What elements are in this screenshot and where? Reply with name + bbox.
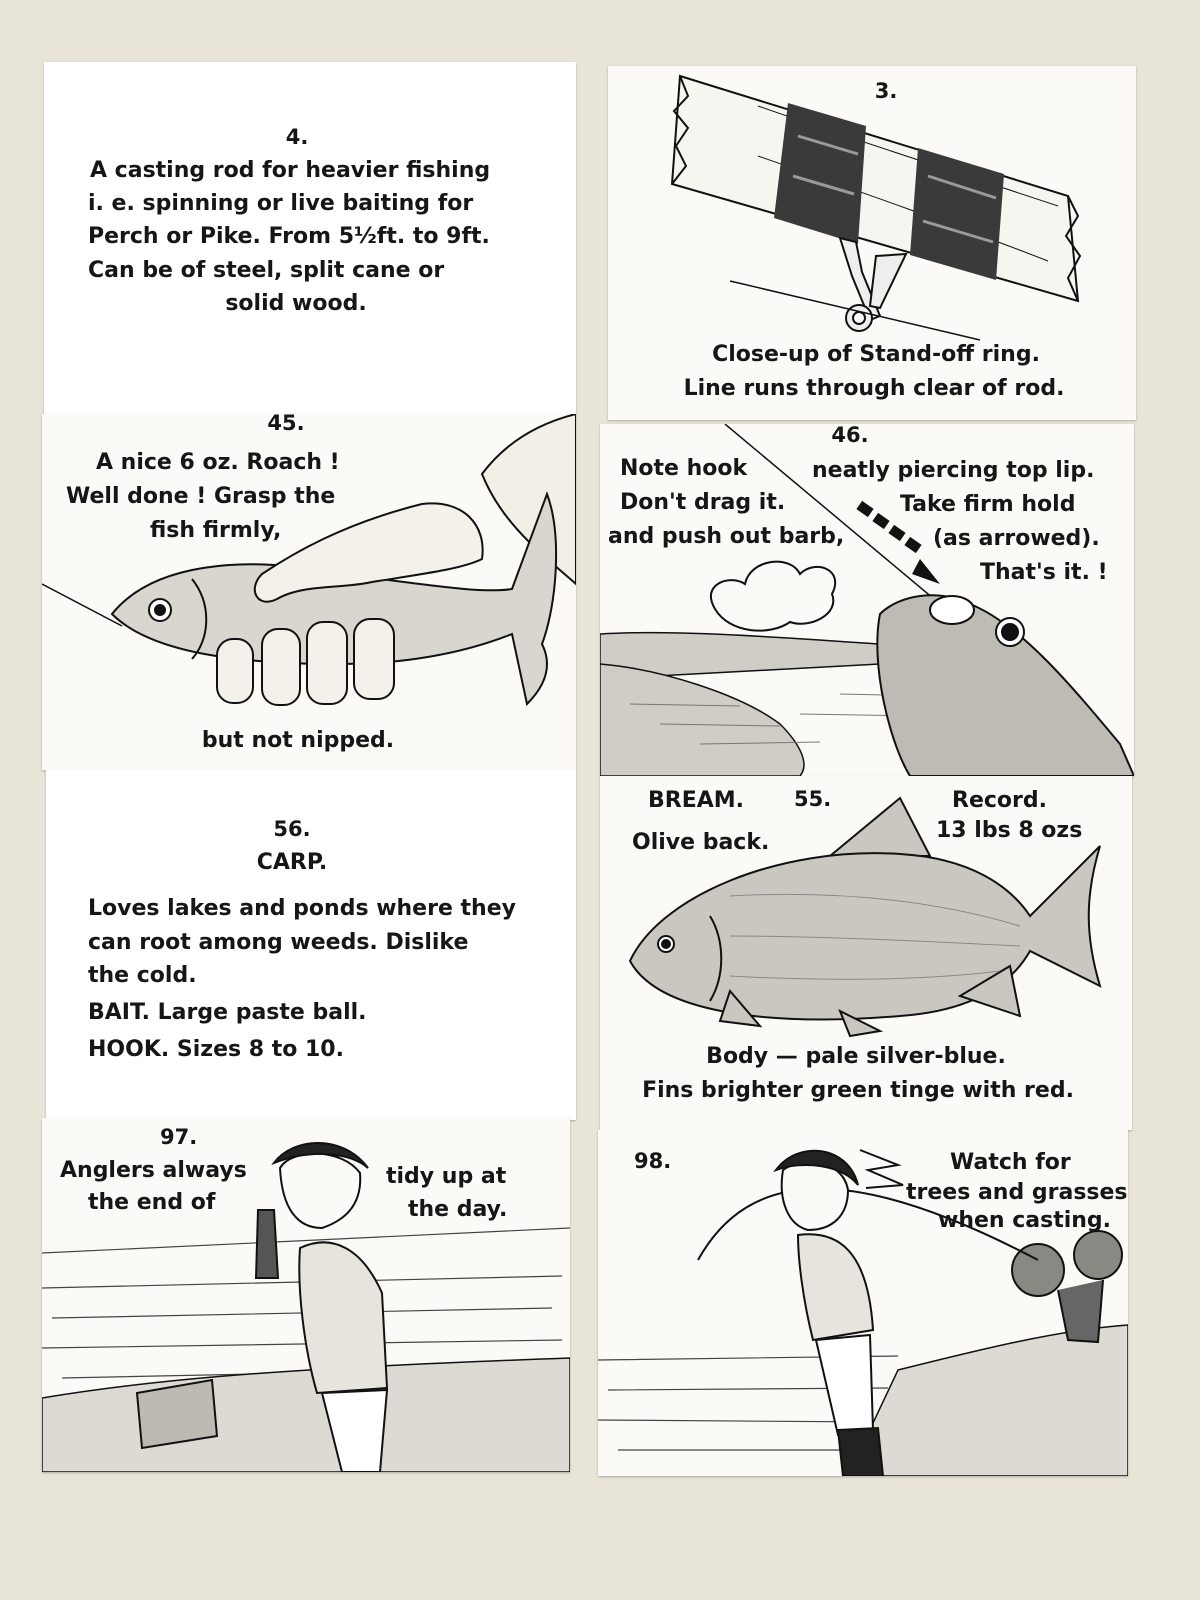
- text-line: trees and grasses: [906, 1180, 1128, 1205]
- text-line: That's it. !: [980, 560, 1108, 585]
- card-number: 45.: [267, 414, 305, 435]
- text-line: Loves lakes and ponds where they: [88, 896, 516, 921]
- body: [630, 846, 1100, 1019]
- fish-name: BREAM.: [648, 788, 745, 813]
- card-3-stand-off-ring: [608, 66, 1136, 420]
- record-weight: 13 lbs 8 ozs: [936, 818, 1083, 843]
- text-line: the cold.: [88, 963, 197, 988]
- text-line: Perch or Pike. From 5½ft. to 9ft.: [88, 224, 490, 249]
- caption: Close-up of Stand-off ring.: [712, 342, 1040, 367]
- text-line: A nice 6 oz. Roach !: [96, 450, 340, 475]
- card-number: 98.: [634, 1149, 672, 1173]
- snag-spark: [860, 1150, 903, 1188]
- card-number: 55.: [794, 787, 832, 811]
- card-number: 4.: [285, 125, 309, 149]
- text-line: i. e. spinning or live baiting for: [88, 191, 474, 216]
- text-line: Olive back.: [632, 830, 770, 855]
- text-line: the day.: [408, 1197, 508, 1222]
- text-line: when casting.: [938, 1208, 1112, 1233]
- caption: Fins brighter green tinge with red.: [642, 1078, 1074, 1103]
- text-line: can root among weeds. Dislike: [88, 930, 469, 955]
- tree: [1012, 1231, 1122, 1342]
- text-line: Don't drag it.: [620, 490, 786, 515]
- text-line: Take firm hold: [900, 492, 1076, 517]
- card-56-carp: [46, 770, 576, 1120]
- dorsal-fin: [830, 798, 930, 856]
- fish-head: [877, 595, 1134, 776]
- text-line: neatly piercing top lip.: [812, 458, 1095, 483]
- record-label: Record.: [952, 788, 1047, 813]
- card-97-tidy-up: [42, 1118, 570, 1472]
- text-line: Anglers always: [60, 1158, 247, 1183]
- angler: [776, 1151, 883, 1476]
- text-line: and push out barb,: [608, 524, 845, 549]
- text-line: A casting rod for heavier fishing: [90, 158, 491, 183]
- text-line: HOOK. Sizes 8 to 10.: [88, 1037, 344, 1062]
- card-title: CARP.: [256, 850, 328, 875]
- text-line: tidy up at: [386, 1164, 507, 1189]
- text-line: Note hook: [620, 456, 748, 481]
- card-number: 3.: [874, 79, 898, 103]
- card-98-casting: [598, 1130, 1128, 1476]
- card-number: 97.: [160, 1125, 198, 1149]
- text-line: BAIT. Large paste ball.: [88, 1000, 367, 1025]
- cloud: [711, 562, 835, 631]
- caption: Body — pale silver-blue.: [706, 1044, 1006, 1069]
- basket: [137, 1380, 217, 1448]
- text-line: solid wood.: [225, 291, 367, 316]
- text-line: Well done ! Grasp the: [66, 484, 336, 509]
- card-55-bream: [600, 776, 1132, 1130]
- card-46-hook: [600, 424, 1134, 776]
- text-line: the end of: [88, 1190, 216, 1215]
- text-line: Can be of steel, split cane or: [88, 258, 445, 283]
- text-line: (as arrowed).: [933, 526, 1100, 551]
- text-line: fish firmly,: [150, 518, 282, 543]
- card-45-roach: [42, 414, 576, 770]
- card-number: 56.: [273, 817, 311, 841]
- caption: but not nipped.: [201, 728, 395, 753]
- card-4-casting-rod: [44, 62, 576, 416]
- caption: Line runs through clear of rod.: [683, 376, 1065, 401]
- card-number: 46.: [831, 424, 869, 447]
- text-line: Watch for: [950, 1150, 1071, 1175]
